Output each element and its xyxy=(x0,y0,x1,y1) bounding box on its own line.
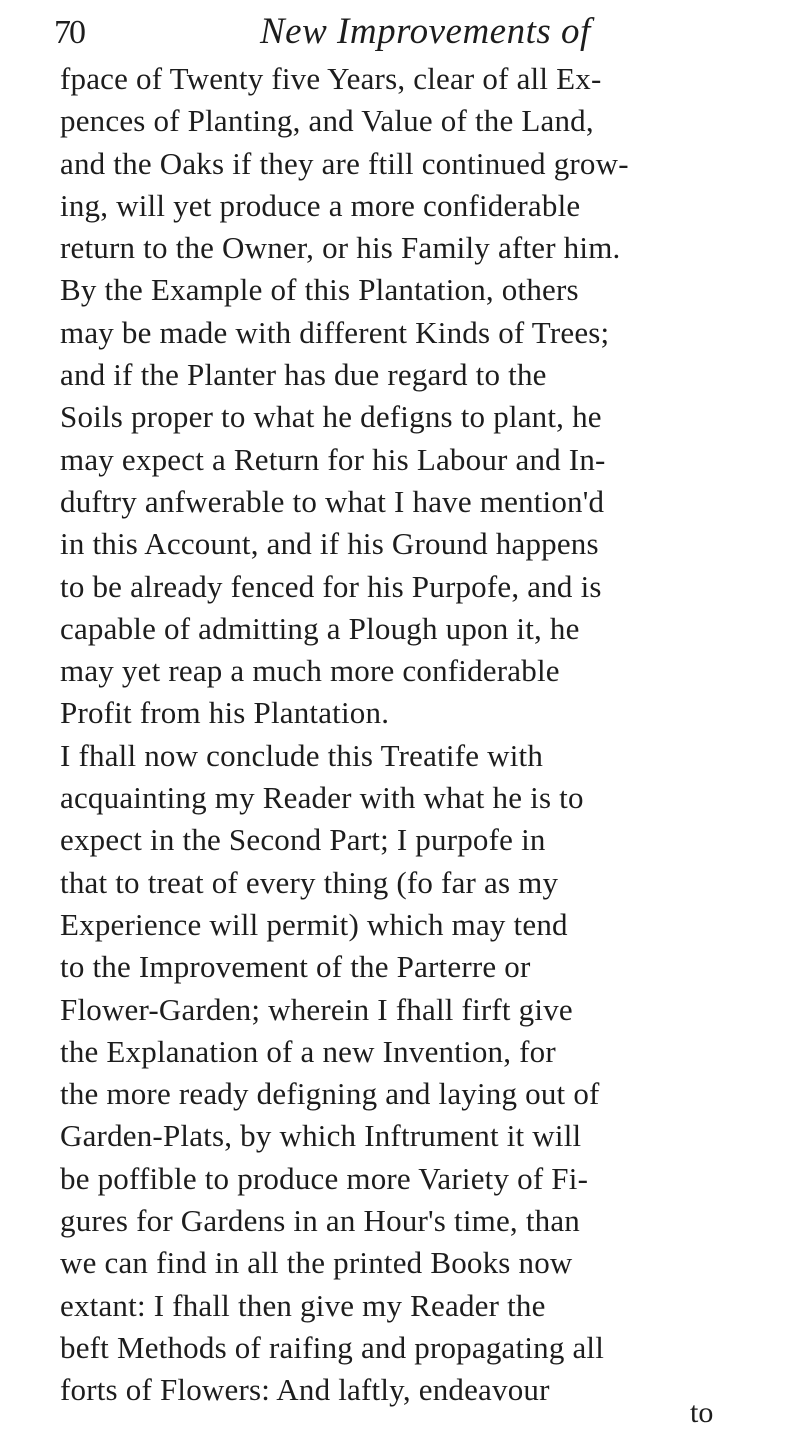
text-line: to be already fenced for his Purpofe, and is xyxy=(60,568,602,604)
text-line: Garden-Plats, by which Inftrument it will xyxy=(60,1118,582,1154)
text-line: that to treat of every thing (fo far as my xyxy=(60,864,559,900)
text-line: gures for Gardens in an Hour's time, than xyxy=(60,1203,580,1239)
text-line: Soils proper to what he defigns to plant, he xyxy=(60,399,602,435)
text-line: to the Improvement of the Parterre or xyxy=(60,949,531,985)
body-text xyxy=(60,58,790,1412)
text-line: acquainting my Reader with what he is to xyxy=(60,780,584,816)
text-line: By the Example of this Plantation, others xyxy=(60,272,579,308)
text-line: may expect a Return for his Labour and In- xyxy=(60,441,606,477)
text-line: and if the Planter has due regard to the xyxy=(60,357,547,393)
catchword: to xyxy=(690,1396,714,1429)
text-line: duftry anfwerable to what I have mention'd xyxy=(60,483,605,519)
text-line: pences of Planting, and Value of the Land, xyxy=(60,103,594,139)
text-line: we can find in all the printed Books now xyxy=(60,1245,573,1281)
text-line: the more ready defigning and laying out of xyxy=(60,1076,600,1112)
text-line: be poffible to produce more Variety of Fi- xyxy=(60,1160,589,1196)
text-line: may yet reap a much more confiderable xyxy=(60,653,560,689)
page-number: 70 xyxy=(54,14,84,51)
text-line: return to the Owner, or his Family after him. xyxy=(60,230,621,266)
running-title: New Improvements of xyxy=(260,11,591,52)
text-line: forts of Flowers: And laftly, endeavour xyxy=(60,1372,550,1408)
page-header xyxy=(40,6,740,66)
text-line: beft Methods of raifing and propagating all xyxy=(60,1329,605,1365)
text-line: Flower-Garden; wherein I fhall firft give xyxy=(60,991,573,1027)
text-line: and the Oaks if they are ftill continued grow- xyxy=(60,145,629,181)
text-line: I fhall now conclude this Treatife with xyxy=(60,737,544,773)
text-line: capable of admitting a Plough upon it, he xyxy=(60,610,580,646)
text-line: in this Account, and if his Ground happens xyxy=(60,526,599,562)
text-line: extant: I fhall then give my Reader the xyxy=(60,1287,546,1323)
text-line: may be made with different Kinds of Trees; xyxy=(60,314,610,350)
text-line: fpace of Twenty five Years, clear of all Ex- xyxy=(60,61,602,96)
text-line: Profit from his Plantation. xyxy=(60,695,390,731)
text-line: the Explanation of a new Invention, for xyxy=(60,1033,556,1069)
text-line: expect in the Second Part; I purpofe in xyxy=(60,822,546,858)
text-line: Experience will permit) which may tend xyxy=(60,906,568,942)
text-line: ing, will yet produce a more confiderable xyxy=(60,187,581,223)
